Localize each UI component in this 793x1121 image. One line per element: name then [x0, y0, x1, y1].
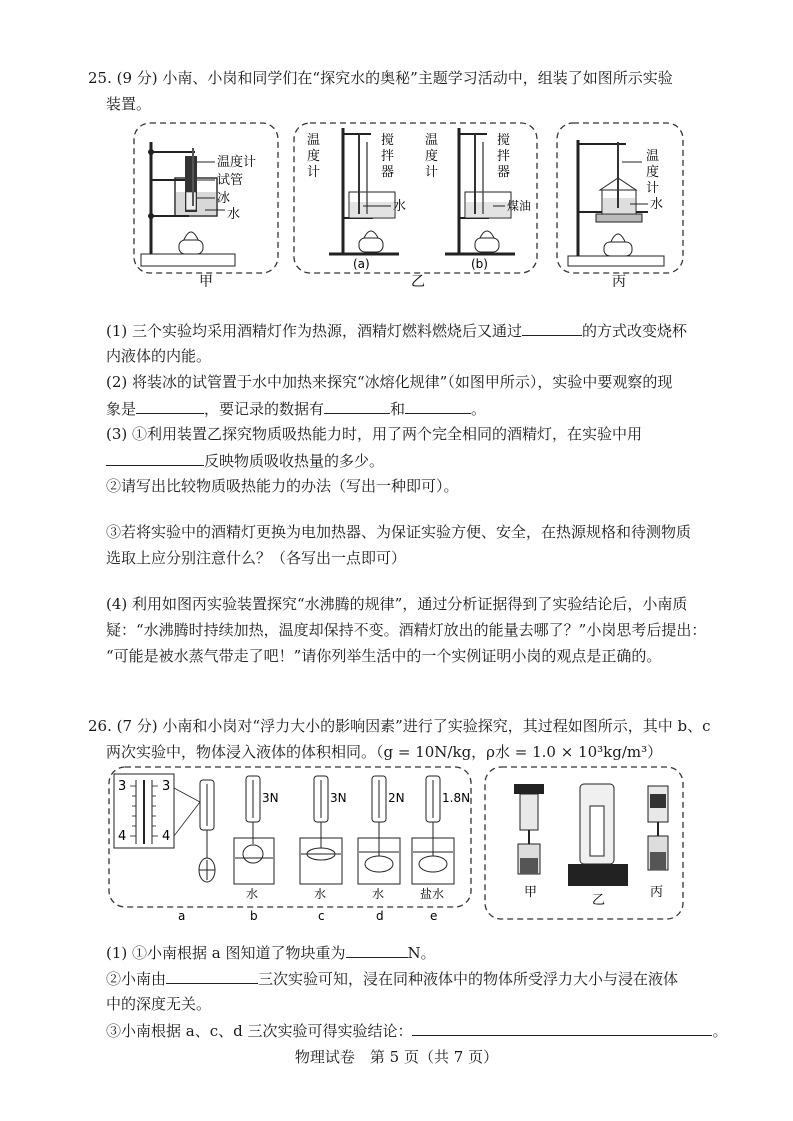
- label-a: a: [178, 909, 186, 923]
- figure-bing-boiling: [556, 122, 684, 287]
- q25-p2-blank-phenomenon[interactable]: [136, 398, 204, 414]
- yi-b-stirrer-char1: 搅: [497, 133, 511, 148]
- yi-stirrer-char1: 搅: [381, 133, 395, 148]
- label-b: b: [250, 909, 258, 923]
- scale-tick-4-right: 4: [162, 829, 171, 844]
- q25-part4-line3: “可能是被水蒸气带走了吧！”请你列举生活中的一个实例证明小岗的观点是正确的。: [106, 647, 662, 665]
- figure-yi-heat-absorption: [293, 122, 538, 287]
- reading-c: 3N: [330, 791, 347, 805]
- q26-sub2-line1: ②小南由 三次实验可知，浸在同种液体中的物体所受浮力大小与浸在液体: [106, 970, 679, 988]
- q25-part3-line2: 反映物质吸收热量的多少。: [106, 450, 384, 471]
- yi-sub-b: (b): [471, 257, 488, 271]
- q26-intro-line1: 26. (7 分) 小南和小岗对“浮力大小的影响因素”进行了实验探究，其过程如图所示，其中 b、c: [88, 717, 711, 735]
- yi-oil-label: 煤油: [507, 199, 532, 213]
- q26-s3-blank[interactable]: [412, 1020, 712, 1036]
- q25-intro-line2: 装置。: [106, 95, 152, 113]
- label-c: c: [318, 909, 325, 923]
- q25-part3-sub3-line1: ③若将实验中的酒精灯更换为电加热器、为保证实验方便、安全，在热源规格和待测物质: [106, 523, 692, 541]
- yi-b-stirrer-char3: 器: [497, 165, 511, 180]
- label-d: d: [376, 909, 384, 923]
- figure-buoyancy-experiments: [108, 766, 472, 924]
- reading-d: 2N: [388, 791, 405, 805]
- q26-intro-line2: 两次实验中，物体浸入液体的体积相同。（g = 10N/kg，ρ水 = 1.0 × 10³kg/m³）: [106, 743, 663, 761]
- q25-part2-line2: 象是 ，要记录的数据有 和 。: [106, 400, 487, 418]
- reading-e: 1.8N: [442, 791, 471, 805]
- jia-tube-label: 试管: [217, 173, 244, 188]
- q25-intro-line1: 25. (9 分) 小南、小岗和同学们在“探究水的奥秘”主题学习活动中，组装了如图所示实验: [88, 69, 673, 87]
- yi-stirrer-char3: 器: [381, 165, 395, 180]
- jia-thermometer-label: 温度计: [217, 155, 257, 170]
- reading-b: 3N: [262, 791, 279, 805]
- q25-part1-line1: (1) 三个实验均采用酒精灯作为热源，酒精灯燃料燃烧后又通过 的方式改变烧杯: [106, 322, 688, 340]
- q26-sub1: (1) ①小南根据 a 图知道了物块重为 N。: [106, 944, 436, 962]
- q26-sub2-line2: 中的深度无关。: [106, 995, 212, 1013]
- jia-caption: 甲: [199, 274, 213, 287]
- page-footer: 物理试卷 第 5 页（共 7 页）: [294, 1048, 499, 1066]
- q25-part2-line1: (2) 将装冰的试管置于水中加热来探究“冰熔化规律”（如图甲所示），实验中要观察的现: [106, 373, 673, 391]
- q25-p1-blank[interactable]: [522, 320, 582, 336]
- yi-stirrer-char2: 拌: [381, 149, 395, 164]
- figure-jia-ice-melting: [133, 122, 279, 287]
- yi-sub-a: (a): [353, 257, 370, 271]
- photo-caption-bing: 丙: [650, 885, 664, 900]
- liquid-e: 盐水: [420, 887, 445, 901]
- yi-b-stirrer-char2: 拌: [497, 149, 511, 164]
- q25-part1-line2: 内液体的内能。: [106, 347, 212, 365]
- liquid-c: 水: [314, 887, 327, 901]
- bing-caption: 丙: [612, 274, 626, 287]
- q25-part3-sub3-line2: 选取上应分别注意什么？（各写出一点即可）: [106, 549, 407, 567]
- q25-part3-line1: (3) ①利用装置乙探究物质吸热能力时，用了两个完全相同的酒精灯，在实验中用: [106, 425, 643, 443]
- bing-thermo-char2: 度: [646, 165, 660, 180]
- figure-photos-jia-yi-bing: [484, 766, 684, 926]
- jia-water-label: 水: [227, 207, 241, 222]
- yi-water-label: 水: [393, 199, 407, 214]
- yi-thermo-char2: 度: [307, 149, 321, 164]
- q25-part4-line1: (4) 利用如图丙实验装置探究“水沸腾的规律”，通过分析证据得到了实验结论后，小南质: [106, 595, 688, 613]
- yi-thermo-char3: 计: [307, 165, 321, 180]
- q25-p2-blank-data2[interactable]: [405, 398, 471, 414]
- q25-part3-sub2: ②请写出比较物质吸热能力的办法（写出一种即可）。: [106, 477, 459, 495]
- yi-b-thermo-char2: 度: [425, 149, 439, 164]
- scale-tick-4-left: 4: [118, 829, 127, 844]
- liquid-b: 水: [246, 887, 259, 901]
- q26-s1-blank[interactable]: [346, 942, 408, 958]
- photo-caption-jia: 甲: [524, 885, 538, 900]
- label-e: e: [430, 909, 438, 923]
- scale-tick-3-right: 3: [162, 779, 171, 794]
- bing-water-label: 水: [650, 197, 664, 212]
- q26-sub3: ③小南根据 a、c、d 三次实验可得实验结论： 。: [106, 1022, 728, 1040]
- yi-b-thermo-char3: 计: [425, 165, 439, 180]
- liquid-d: 水: [372, 887, 385, 901]
- q25-part4-line2: 疑：“水沸腾时持续加热，温度却保持不变。酒精灯放出的能量去哪了？”小岗思考后提出：: [106, 621, 707, 639]
- q26-s2-blank[interactable]: [166, 968, 258, 984]
- bing-thermo-char1: 温: [646, 149, 660, 164]
- q25-p2-blank-data1[interactable]: [324, 398, 390, 414]
- yi-thermometer-label-a: 温: [307, 133, 321, 148]
- bing-thermo-char3: 计: [646, 181, 660, 196]
- q25-p3-blank[interactable]: [106, 450, 204, 466]
- scale-tick-3-left: 3: [118, 779, 127, 794]
- yi-caption: 乙: [411, 274, 425, 287]
- jia-ice-label: 冰: [217, 191, 231, 206]
- yi-b-thermo-char1: 温: [425, 133, 439, 148]
- photo-caption-yi: 乙: [592, 893, 606, 908]
